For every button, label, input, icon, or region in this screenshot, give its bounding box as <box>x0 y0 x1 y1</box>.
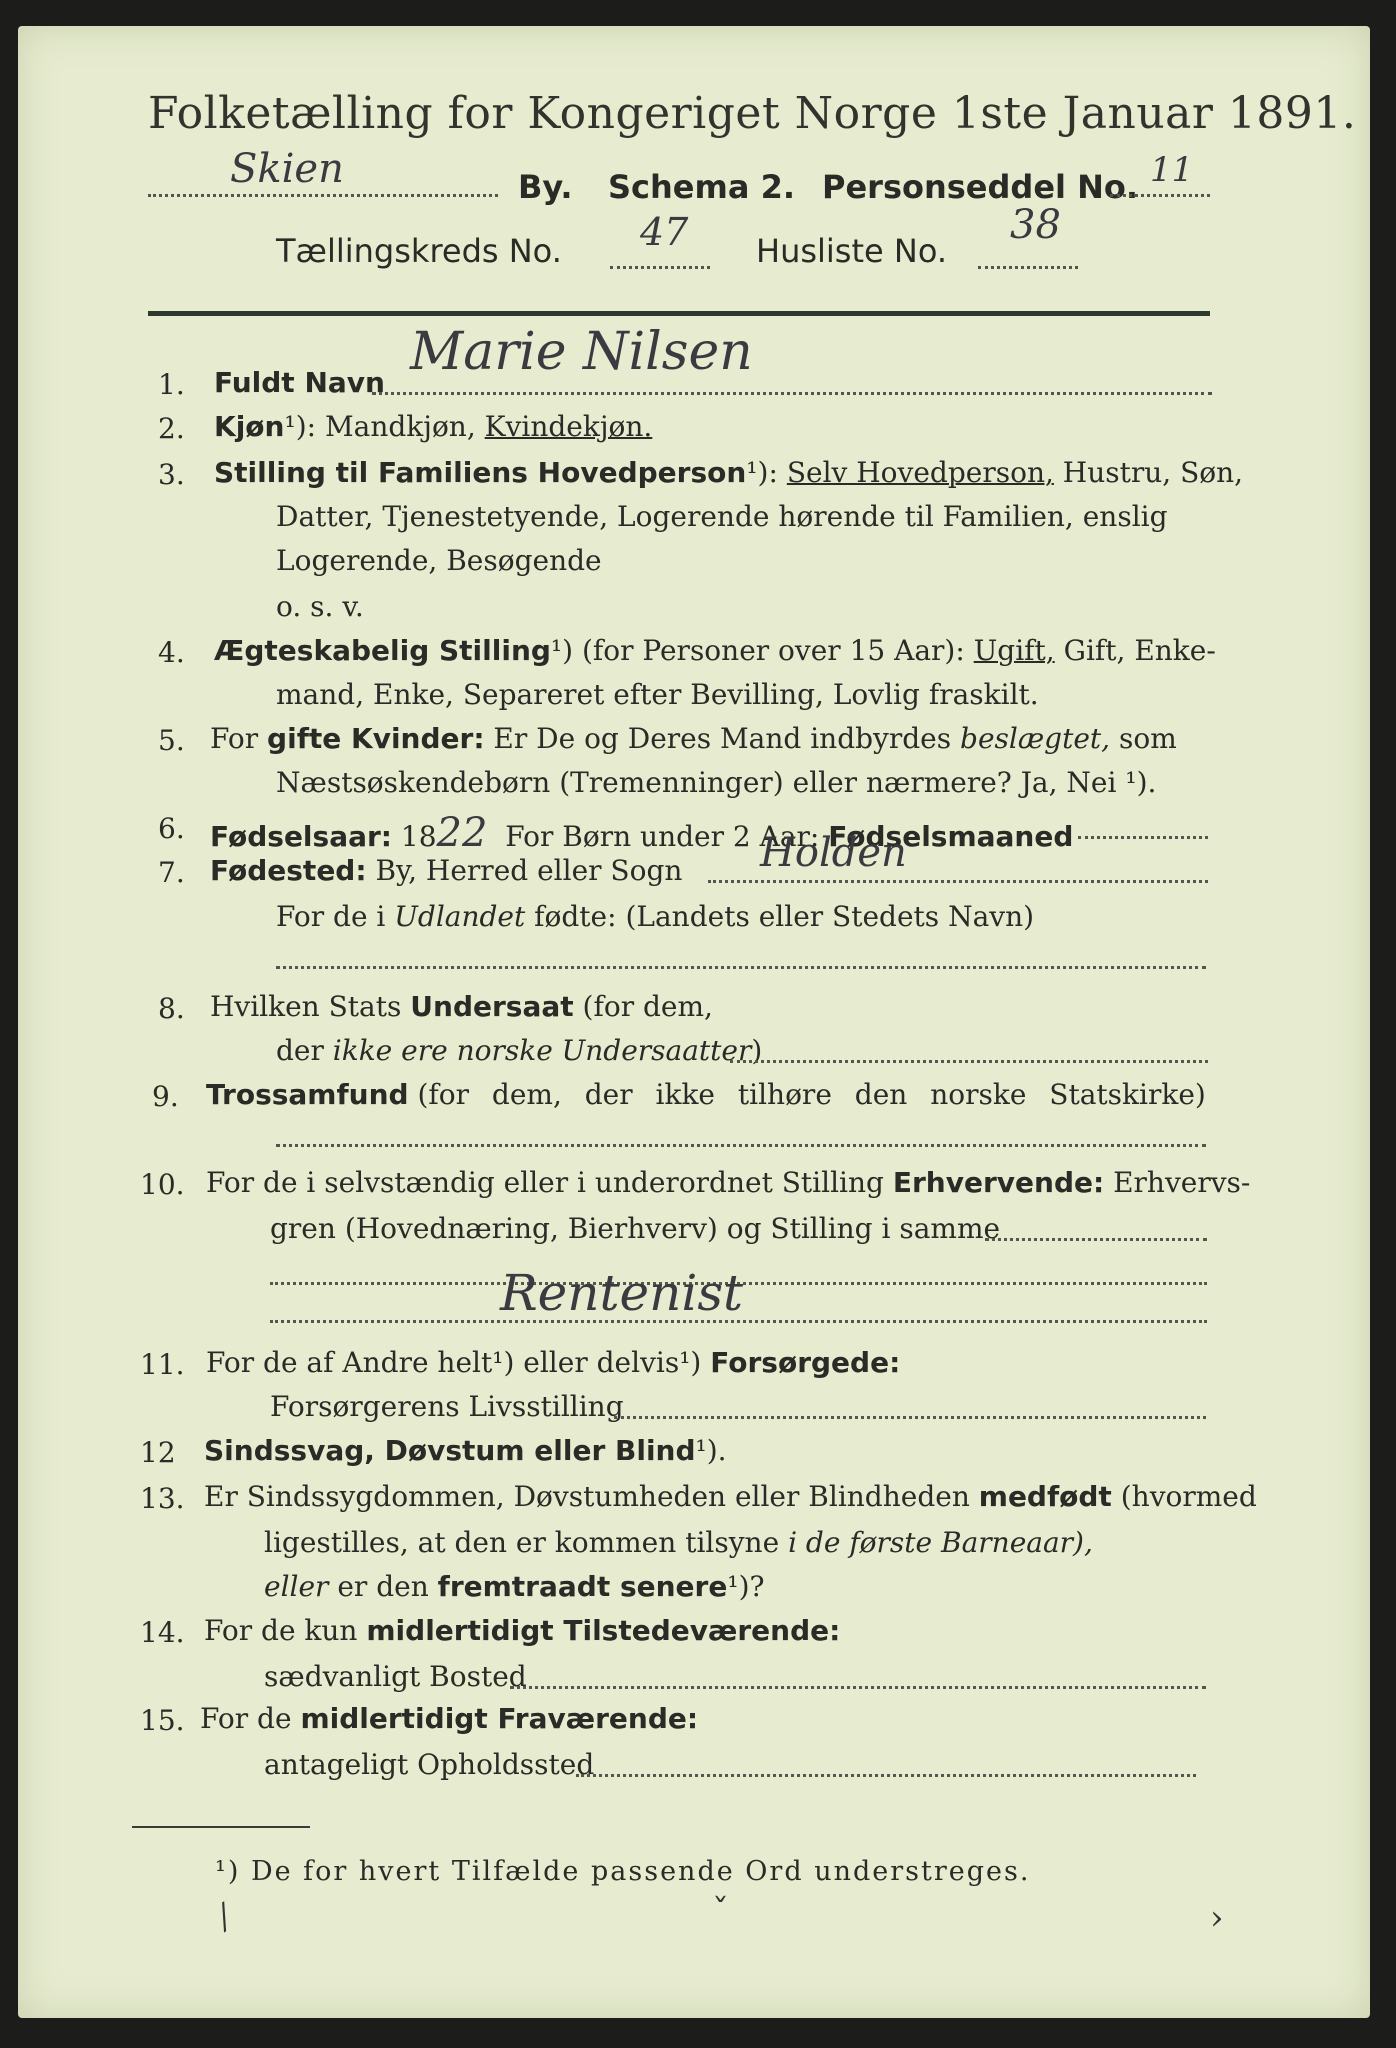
q2-option-kvindekjon: Kvindekjøn. <box>484 410 653 443</box>
q13-line-3-a: er den <box>337 1570 429 1603</box>
q3-line-1 <box>214 456 1243 489</box>
q6-year-handwritten: 22 <box>436 810 488 856</box>
q13-italic: i de første Barneaar), <box>788 1526 1093 1559</box>
q11-line-2: Forsørgerens Livsstilling <box>270 1390 624 1423</box>
q7-italic: Udlandet <box>394 900 526 933</box>
q5-bold: gifte Kvinder: <box>267 722 485 755</box>
q2-line <box>214 410 652 443</box>
q13-bold: medfødt <box>978 1480 1112 1513</box>
q3-number: 3. <box>158 458 185 491</box>
q11-number: 11. <box>140 1348 185 1381</box>
taellingskreds-dotted-line <box>610 266 710 269</box>
q5-italic: beslægtet, <box>960 722 1111 755</box>
personseddel-dotted-line <box>1110 194 1210 197</box>
q7-answer-holden: Holden <box>760 830 907 876</box>
q6-label-2: Fødselsmaaned <box>828 820 1074 853</box>
q12-note: ¹). <box>695 1434 727 1467</box>
q5-text-c: som <box>1118 722 1177 755</box>
q8-line-2-a: der <box>276 1034 324 1067</box>
q10-number: 10. <box>140 1168 185 1201</box>
header-rule <box>148 311 1210 316</box>
schema-label: Schema 2. <box>608 168 795 206</box>
q15-bold: midlertidigt Fraværende: <box>300 1702 699 1735</box>
q13-text-a: Er Sindssygdommen, Døvstumheden eller Blindheden <box>204 1480 970 1513</box>
q10-dotted-line-1 <box>985 1238 1207 1241</box>
q10-text-b: Erhvervs- <box>1113 1166 1251 1199</box>
q3-line-3: Logerende, Besøgende <box>276 544 602 577</box>
q5-line-1 <box>210 722 1177 755</box>
q6-century: 18 <box>400 820 437 853</box>
q13-line-3-bold: fremtraadt senere <box>437 1570 728 1603</box>
q3-option-selv-hovedperson: Selv Hovedperson, <box>786 456 1054 489</box>
q4-line-1 <box>214 634 1216 667</box>
q4-line-2: mand, Enke, Separeret efter Bevilling, Lovlig fraskilt. <box>276 678 1039 711</box>
q1-dotted-line <box>372 392 1212 395</box>
q3-line-1-rest: Hustru, Søn, <box>1062 456 1244 489</box>
q7-extra-dotted-line <box>276 966 1206 969</box>
q1-answer-name: Marie Nilsen <box>410 322 753 382</box>
q7-line-2-a: For de i <box>276 900 386 933</box>
q12-line <box>204 1434 727 1467</box>
q8-dotted-line <box>730 1060 1208 1063</box>
footnote: ¹) De for hvert Tilfælde passende Ord understreges. <box>215 1856 1031 1887</box>
q15-dotted-line <box>576 1774 1196 1777</box>
q2-note: ¹): <box>284 410 317 443</box>
pencil-mark-right: › <box>1210 1898 1224 1938</box>
q3-label: Stilling til Familiens Hovedperson <box>214 456 747 489</box>
husliste-dotted-line <box>978 266 1078 269</box>
q14-bold: midlertidigt Tilstedeværende: <box>366 1614 841 1647</box>
q6-label: Fødselsaar: <box>210 820 392 853</box>
q7-dotted-line <box>708 880 1208 883</box>
q3-line-4: o. s. v. <box>276 590 364 623</box>
q4-number: 4. <box>158 636 185 669</box>
q1-label: Fuldt Navn <box>214 366 385 399</box>
q9-text: (for dem, der ikke tilhøre den norske Statskirke) <box>417 1078 1206 1111</box>
q7-text: By, Herred eller Sogn <box>375 854 683 887</box>
q7-line-2-b: fødte: (Landets eller Stedets Navn) <box>534 900 1035 933</box>
q12-number: 12 <box>140 1436 176 1469</box>
q14-text-a: For de kun <box>204 1614 358 1647</box>
q8-text-b: (for dem, <box>582 990 713 1023</box>
q5-line-2: Næstsøskendebørn (Tremenninger) eller nærmere? Ja, Nei ¹). <box>276 766 1157 799</box>
q13-line-3-b: ¹)? <box>727 1570 765 1603</box>
q10-dotted-line-3 <box>270 1320 1207 1323</box>
q5-text-a: For <box>210 722 259 755</box>
q7-line-1 <box>210 854 682 887</box>
q9-label: Trossamfund <box>206 1078 409 1111</box>
q2-number: 2. <box>158 412 185 445</box>
q15-line-1 <box>200 1702 698 1735</box>
q6-number: 6. <box>158 812 185 845</box>
pencil-mark-left: ⁄ <box>211 1899 239 1937</box>
pencil-mark-center: ˇ <box>712 1892 729 1932</box>
taellingskreds-label: Tællingskreds No. <box>276 232 562 270</box>
q14-number: 14. <box>140 1616 185 1649</box>
q13-number: 13. <box>140 1482 185 1515</box>
q11-text-a: For de af Andre helt¹) eller delvis¹) <box>206 1346 702 1379</box>
q4-line-1-rest: Gift, Enke- <box>1063 634 1216 667</box>
q13-text-b: (hvormed <box>1120 1480 1257 1513</box>
city-dotted-line <box>148 194 498 197</box>
q12-label: Sindssvag, Døvstum eller Blind <box>204 1434 696 1467</box>
q6-dotted-line <box>1078 836 1208 839</box>
q15-line-2: antageligt Opholdssted <box>264 1748 595 1781</box>
q7-line-2 <box>276 900 1034 933</box>
form-title: Folketælling for Kongeriget Norge 1ste Januar 1891. <box>148 88 1357 139</box>
q10-line-1 <box>206 1166 1250 1199</box>
q15-number: 15. <box>140 1704 185 1737</box>
q10-text-a: For de i selvstændig eller i underordnet Stilling <box>206 1166 884 1199</box>
husliste-number: 38 <box>1010 202 1061 248</box>
q10-line-2: gren (Hovednæring, Bierhverv) og Stilling i samme <box>270 1212 1001 1245</box>
q3-note: ¹): <box>746 456 778 489</box>
q3-line-2: Datter, Tjenestetyende, Logerende hørende til Familien, enslig <box>276 500 1168 533</box>
q9-line <box>206 1078 1206 1111</box>
q13-line-3-italic: eller <box>264 1570 329 1603</box>
footnote-rule <box>132 1826 310 1828</box>
q5-text-b: Er De og Deres Mand indbyrdes <box>493 722 952 755</box>
q11-line-1 <box>206 1346 900 1379</box>
husliste-label: Husliste No. <box>756 232 947 270</box>
q8-line-2: der ikke ere norske Undersaatter) <box>276 1034 763 1067</box>
q14-line-1 <box>204 1614 840 1647</box>
q11-bold: Forsørgede: <box>710 1346 901 1379</box>
q2-option-mandkjon: Mandkjøn, <box>324 410 476 443</box>
q1-number: 1. <box>158 368 185 401</box>
q11-dotted-line <box>614 1416 1206 1419</box>
q9-number: 9. <box>152 1080 179 1113</box>
q7-number: 7. <box>158 856 185 889</box>
by-label: By. <box>518 168 573 206</box>
q4-option-ugift: Ugift, <box>973 634 1055 667</box>
q14-line-2: sædvanligt Bosted <box>264 1660 527 1693</box>
q10-bold: Erhvervende: <box>892 1166 1105 1199</box>
q13-line-1 <box>204 1480 1257 1513</box>
q9-dotted-line <box>276 1144 1206 1147</box>
personseddel-label: Personseddel No. <box>822 168 1139 206</box>
q4-label: Ægteskabelig Stilling <box>214 634 551 667</box>
q13-line-2 <box>264 1526 1093 1559</box>
q4-note: ¹) (for Personer over 15 Aar): <box>550 634 965 667</box>
q8-number: 8. <box>158 992 185 1025</box>
q6-mid-text: For Børn under 2 Aar: <box>505 820 820 853</box>
q8-text-a: Hvilken Stats <box>210 990 402 1023</box>
personseddel-number: 11 <box>1150 150 1194 190</box>
q8-italic: ikke ere norske Undersaatter <box>332 1034 752 1067</box>
q14-dotted-line <box>510 1686 1206 1689</box>
q15-text-a: For de <box>200 1702 292 1735</box>
taellingskreds-number: 47 <box>640 210 689 254</box>
q7-label: Fødested: <box>210 854 367 887</box>
q8-line-1 <box>210 990 713 1023</box>
q13-line-2-a: ligestilles, at den er kommen tilsyne <box>264 1526 780 1559</box>
q2-label: Kjøn <box>214 410 285 443</box>
q10-answer-rentenist: Rentenist <box>500 1264 744 1322</box>
city-handwritten: Skien <box>230 146 344 192</box>
q5-number: 5. <box>158 724 185 757</box>
q8-bold: Undersaat <box>410 990 574 1023</box>
q6-line <box>210 810 1073 856</box>
q13-line-3 <box>264 1570 765 1603</box>
